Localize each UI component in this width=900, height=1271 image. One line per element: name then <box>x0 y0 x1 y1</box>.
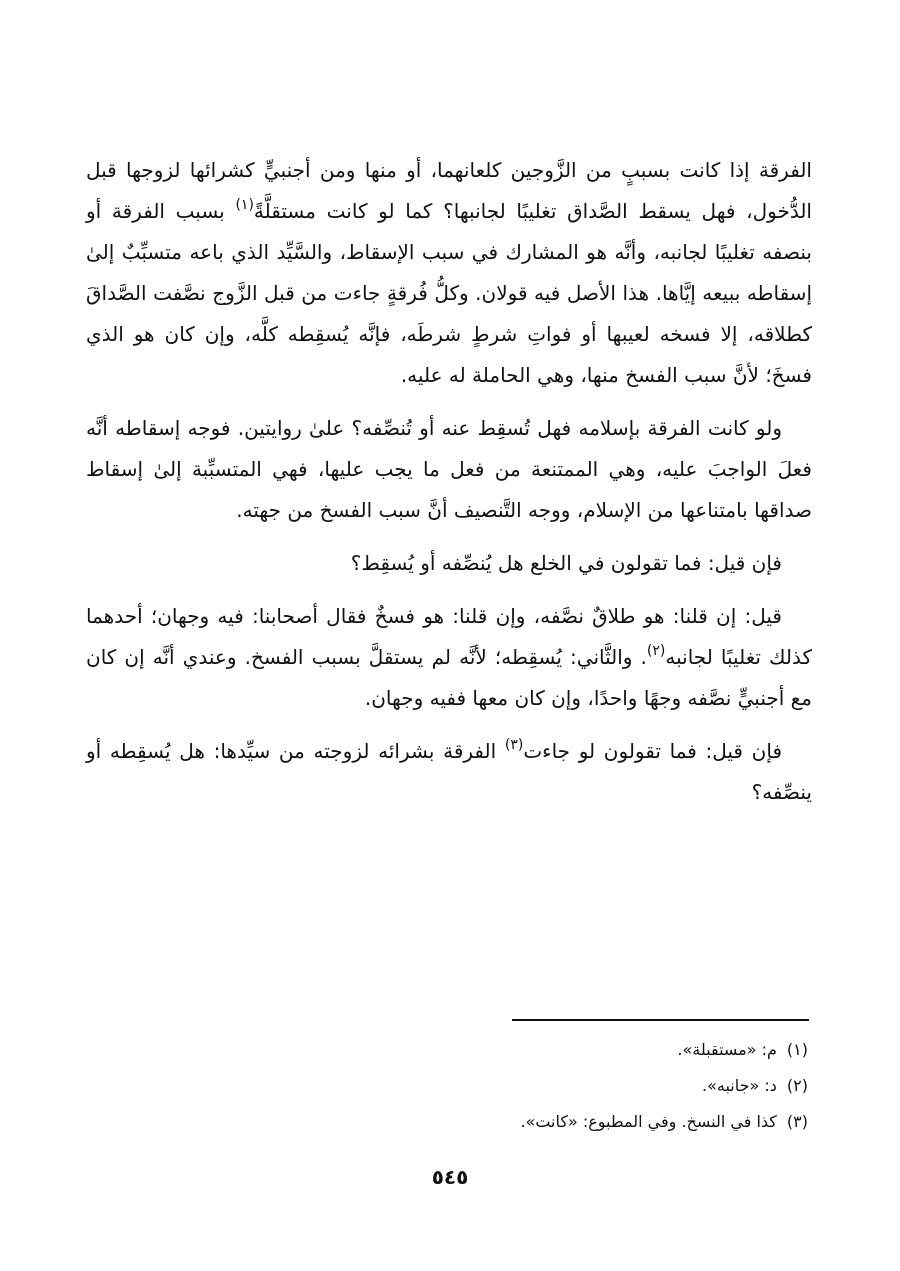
footnote-text: م: «مستقبلة». <box>677 1040 777 1059</box>
paragraph-3 <box>86 543 812 584</box>
footnote-number: (٢) <box>786 1076 808 1095</box>
footnote-number: (١) <box>786 1040 808 1059</box>
paragraph-4-text-1: قيل: إن قلنا: هو طلاقٌ نصَّفه، وإن قلنا: هو فسخٌ فقال أصحابنا: فيه وجهان؛ أحدهما كذلك تغليبًا لجانبه <box>86 604 812 669</box>
footnote-ref-3: (٣) <box>504 737 524 753</box>
paragraph-5-text-1: فإن قيل: فما تقولون لو جاءت <box>523 739 783 763</box>
footnote-ref-1: (١) <box>235 197 254 213</box>
footnotes <box>86 1032 808 1140</box>
footnote-text: د: «جانبه». <box>702 1076 777 1095</box>
page-number: ٥٤٥ <box>431 1165 469 1189</box>
paragraph-5-text-2: الفرقة بشرائه لزوجته من سيِّدها: هل يُسقِطه أو ينصِّفه؟ <box>86 739 812 804</box>
footnote-number: (٣) <box>786 1112 808 1131</box>
paragraph-2 <box>86 408 812 531</box>
footnote-separator <box>512 1019 809 1021</box>
paragraph-4-text-2: . والثَّاني: يُسقِطه؛ لأنَّه لم يستقلَّ بسبب الفسخ. وعندي أنَّه إن كان مع أجنبيٍّ نصَّفه وجهًا واحدًا، وإن كان معها ففيه وجهان. <box>86 645 812 710</box>
paragraph-1-text-2: بسبب الفرقة أو بنصفه تغليبًا لجانبه، وأنَّه هو المشارك في سبب الإسقاط، والسَّيِّد الذي باعه متسبِّبٌ إلىٰ إسقاطه ببيعه إيَّاها. هذا الأصل فيه قولان. وكلُّ فُرقةٍ جاءت من قبل الزَّوج نصَّفت الصَّداقَ كطلاقه، إلا فسخه لعيبها أو فواتِ شرطٍ شرطَه، فإنَّه يُسقِطه كلَّه، وإن كان هو الذي فسخَ؛ لأنَّ سبب الفسخ منها، وهي الحاملة له عليه. <box>86 199 812 387</box>
footnote-text: كذا في النسخ. وفي المطبوع: «كانت». <box>520 1112 777 1131</box>
paragraph-5 <box>86 731 812 813</box>
footnote-1 <box>86 1032 808 1068</box>
footnote-2 <box>86 1068 808 1104</box>
paragraph-1-text-1: الفرقة إذا كانت بسببٍ من الزَّوجين كلعانهما، أو منها ومن أجنبيٍّ كشرائها لزوجها قبل الدُّخول، فهل يسقط الصَّداق تغليبًا لجانبها؟ كما لو كانت مستقلَّةً <box>86 158 812 223</box>
paragraph-2-text: ولو كانت الفرقة بإسلامه فهل تُسقِط عنه أو تُنصِّفه؟ علىٰ روايتين. فوجه إسقاطه أنَّه فعلَ الواجبَ عليه، وهي الممتنعة من فعل ما يجب عليها، فهي المتسبِّبة إلىٰ إسقاط صداقها بامتناعها من الإسلام، ووجه التَّنصيف أنَّ سبب الفسخ من جهته. <box>86 416 812 522</box>
paragraph-3-text: فإن قيل: فما تقولون في الخلع هل يُنصِّفه أو يُسقِط؟ <box>350 551 782 575</box>
main-text <box>86 150 812 825</box>
paragraph-4 <box>86 596 812 719</box>
paragraph-1 <box>86 150 812 396</box>
footnote-ref-2: (٢) <box>646 643 666 659</box>
footnote-3 <box>86 1104 808 1140</box>
